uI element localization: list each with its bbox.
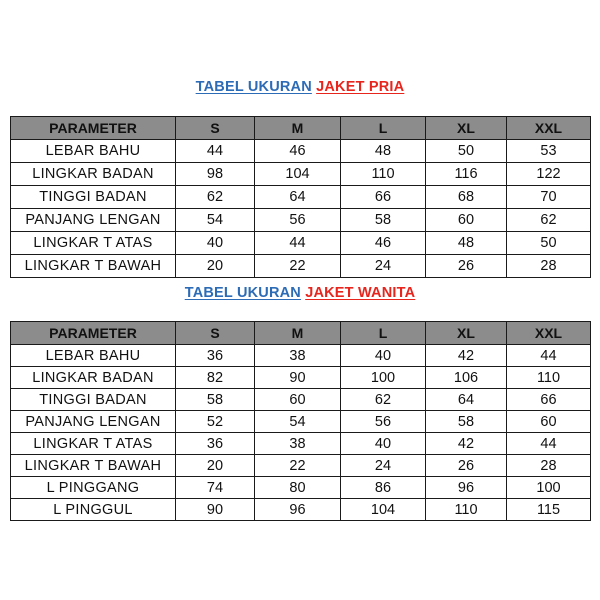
size-value-cell: 46 [341,232,426,255]
column-header: S [176,117,255,140]
parameter-cell: LINGKAR BADAN [11,163,176,186]
size-value-cell: 64 [426,389,507,411]
column-header: M [255,322,341,345]
size-value-cell: 90 [255,367,341,389]
size-value-cell: 22 [255,455,341,477]
size-value-cell: 68 [426,186,507,209]
size-value-cell: 86 [341,477,426,499]
size-value-cell: 96 [426,477,507,499]
title-wanita-part1: TABEL UKURAN [184,285,301,301]
table-row [11,345,591,367]
size-value-cell: 58 [426,411,507,433]
size-value-cell: 50 [507,232,591,255]
size-value-cell: 70 [507,186,591,209]
header-row [11,322,591,345]
size-value-cell: 20 [176,455,255,477]
column-header: XL [426,322,507,345]
table-row [11,232,591,255]
parameter-cell: LINGKAR T BAWAH [11,455,176,477]
column-header: M [255,117,341,140]
parameter-cell: TINGGI BADAN [11,186,176,209]
size-table-pria [10,116,591,278]
column-header: XL [426,117,507,140]
table-row [11,499,591,521]
column-header: PARAMETER [11,322,176,345]
size-value-cell: 28 [507,455,591,477]
size-value-cell: 64 [255,186,341,209]
size-value-cell: 58 [341,209,426,232]
size-value-cell: 54 [176,209,255,232]
size-value-cell: 100 [341,367,426,389]
size-value-cell: 38 [255,433,341,455]
size-value-cell: 46 [255,140,341,163]
title-pria-part2: JAKET PRIA [316,79,405,95]
parameter-cell: LINGKAR T ATAS [11,433,176,455]
size-value-cell: 96 [255,499,341,521]
size-value-cell: 40 [341,345,426,367]
size-value-cell: 44 [507,433,591,455]
size-value-cell: 106 [426,367,507,389]
table-row [11,477,591,499]
size-value-cell: 26 [426,255,507,278]
size-value-cell: 42 [426,433,507,455]
size-table-wanita-header [11,322,591,345]
table-row [11,255,591,278]
size-table-wanita [10,321,591,521]
column-header: S [176,322,255,345]
parameter-cell: LEBAR BAHU [11,140,176,163]
parameter-cell: LEBAR BAHU [11,345,176,367]
parameter-cell: L PINGGANG [11,477,176,499]
size-value-cell: 110 [507,367,591,389]
size-value-cell: 24 [341,255,426,278]
size-table-wanita-body [11,345,591,521]
parameter-cell: PANJANG LENGAN [11,209,176,232]
table-row [11,367,591,389]
title-pria-part1: TABEL UKURAN [195,79,312,95]
table-row [11,186,591,209]
size-value-cell: 62 [507,209,591,232]
size-value-cell: 110 [341,163,426,186]
size-value-cell: 104 [341,499,426,521]
column-header: PARAMETER [11,117,176,140]
parameter-cell: PANJANG LENGAN [11,411,176,433]
column-header: XXL [507,117,591,140]
parameter-cell: TINGGI BADAN [11,389,176,411]
size-value-cell: 115 [507,499,591,521]
size-value-cell: 54 [255,411,341,433]
size-value-cell: 62 [176,186,255,209]
column-header: L [341,322,426,345]
size-value-cell: 48 [426,232,507,255]
size-value-cell: 58 [176,389,255,411]
size-value-cell: 66 [341,186,426,209]
table-row [11,389,591,411]
parameter-cell: LINGKAR BADAN [11,367,176,389]
table-row [11,455,591,477]
size-value-cell: 82 [176,367,255,389]
size-value-cell: 26 [426,455,507,477]
parameter-cell: L PINGGUL [11,499,176,521]
size-value-cell: 28 [507,255,591,278]
size-value-cell: 42 [426,345,507,367]
size-value-cell: 36 [176,433,255,455]
size-value-cell: 48 [341,140,426,163]
size-value-cell: 52 [176,411,255,433]
size-value-cell: 56 [255,209,341,232]
size-value-cell: 66 [507,389,591,411]
parameter-cell: LINGKAR T ATAS [11,232,176,255]
parameter-cell: LINGKAR T BAWAH [11,255,176,278]
column-header: XXL [507,322,591,345]
size-value-cell: 80 [255,477,341,499]
size-value-cell: 44 [507,345,591,367]
table-row [11,433,591,455]
size-value-cell: 116 [426,163,507,186]
title-wanita-part2: JAKET WANITA [305,285,416,301]
header-row [11,117,591,140]
size-value-cell: 60 [507,411,591,433]
size-value-cell: 38 [255,345,341,367]
size-value-cell: 110 [426,499,507,521]
column-header: L [341,117,426,140]
size-value-cell: 53 [507,140,591,163]
title-jaket-pria [0,79,600,95]
size-value-cell: 100 [507,477,591,499]
size-value-cell: 74 [176,477,255,499]
size-value-cell: 104 [255,163,341,186]
size-value-cell: 98 [176,163,255,186]
size-value-cell: 62 [341,389,426,411]
size-table-pria-header [11,117,591,140]
size-value-cell: 24 [341,455,426,477]
size-value-cell: 36 [176,345,255,367]
size-value-cell: 122 [507,163,591,186]
size-value-cell: 56 [341,411,426,433]
size-value-cell: 50 [426,140,507,163]
table-row [11,163,591,186]
table-row [11,411,591,433]
size-value-cell: 44 [176,140,255,163]
size-value-cell: 60 [255,389,341,411]
size-value-cell: 22 [255,255,341,278]
size-value-cell: 44 [255,232,341,255]
size-value-cell: 40 [341,433,426,455]
size-value-cell: 60 [426,209,507,232]
table-row [11,140,591,163]
size-value-cell: 90 [176,499,255,521]
table-row [11,209,591,232]
title-jaket-wanita [0,285,600,301]
size-table-pria-body [11,140,591,278]
size-value-cell: 20 [176,255,255,278]
size-value-cell: 40 [176,232,255,255]
